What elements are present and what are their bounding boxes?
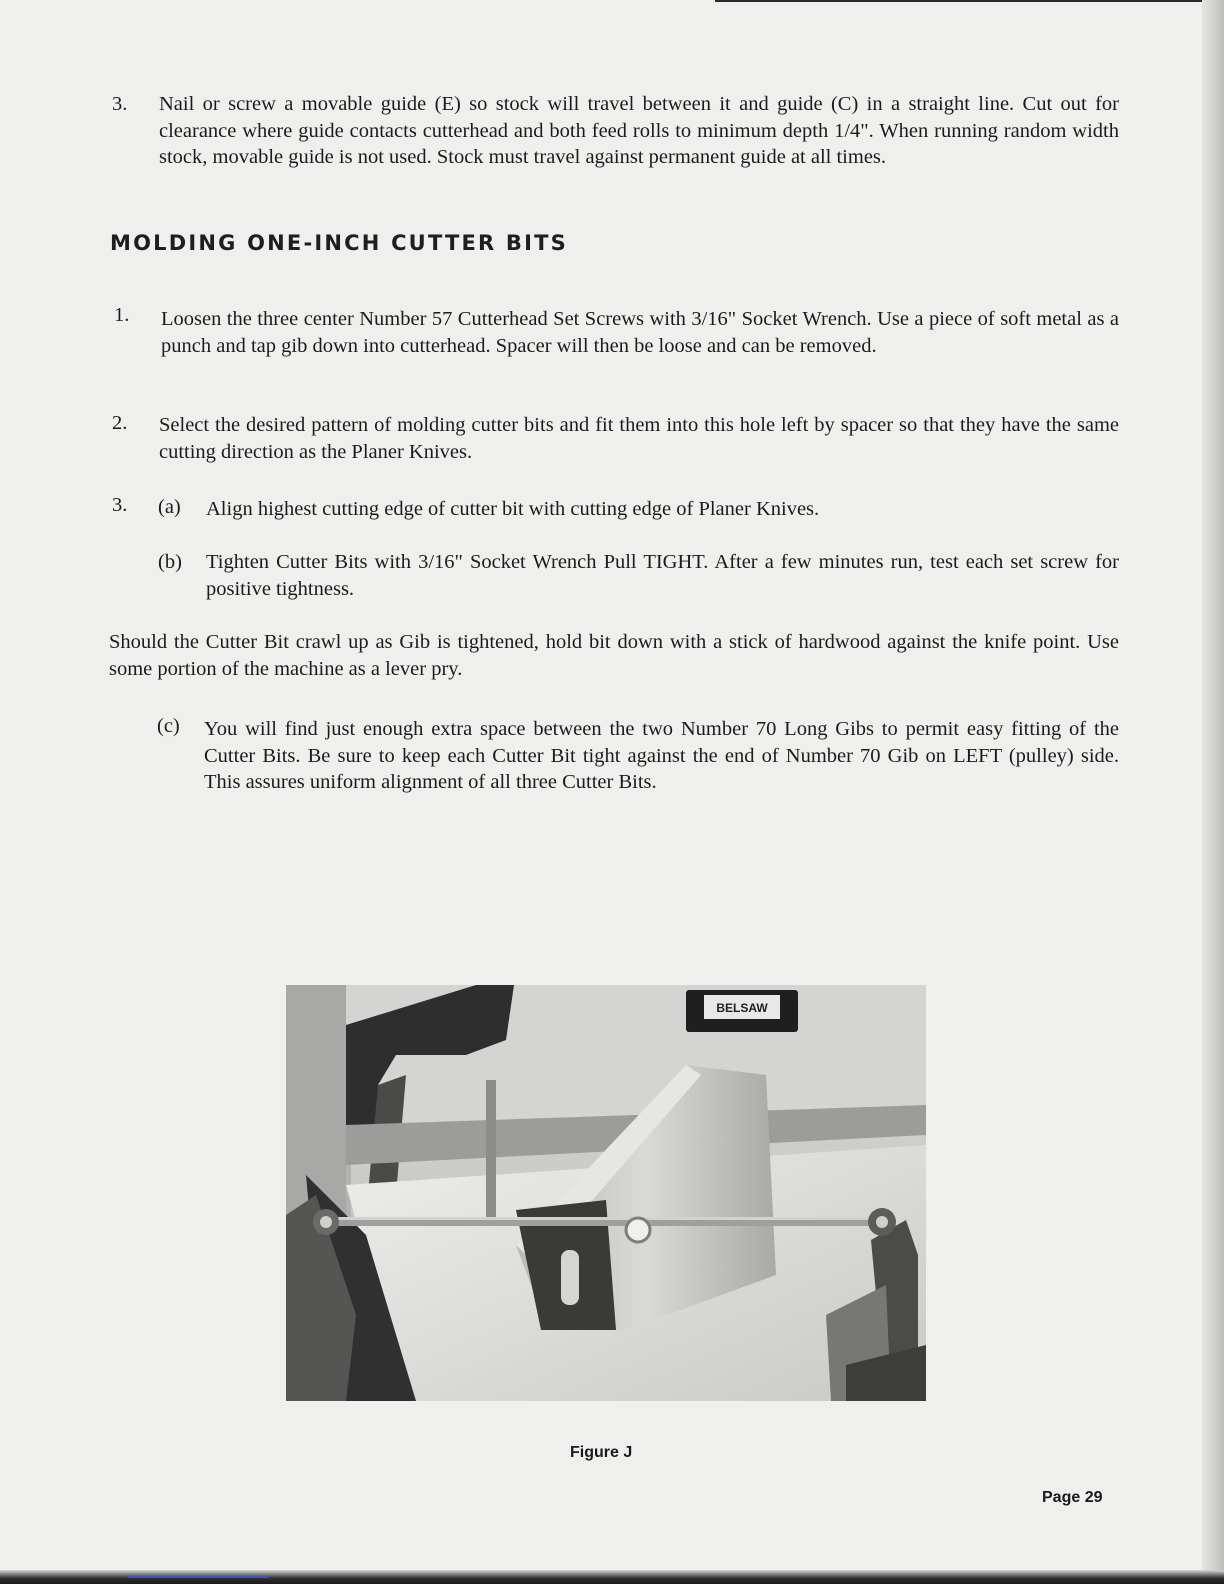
page-right-edge bbox=[1202, 0, 1224, 1584]
step-number: 3. bbox=[112, 93, 128, 115]
step-text: Select the desired pattern of molding cutter bits and fit them into this hole left by spacer so that they have the same cutting direction as the Planer Knives. bbox=[159, 414, 1119, 463]
blue-scan-mark bbox=[128, 1576, 268, 1578]
substep-label: (c) bbox=[157, 715, 180, 737]
substep-text: You will find just enough extra space between the two Number 70 Long Gibs to permit easy fitting of the Cutter Bits. Be sure to keep each Cutter Bit tight against the end of Number 70 Gib on LEFT (pulley) side. This assures uniform alignment of all three Cutter Bits. bbox=[204, 718, 1119, 793]
step-text: Nail or screw a movable guide (E) so stock will travel between it and guide (C) in a straight line. Cut out for clearance where guide contacts cutterhead and both feed rolls to minimum depth 1/4". When running random width stock, movable guide is not used. Stock must travel against permanent guide at all times. bbox=[159, 93, 1119, 168]
page-number: Page 29 bbox=[1042, 1489, 1103, 1506]
step-number: 1. bbox=[114, 304, 130, 326]
note-paragraph: Should the Cutter Bit crawl up as Gib is tightened, hold bit down with a stick of hardwood against the knife point. Use some portion of the machine as a lever pry. bbox=[109, 631, 1119, 680]
step-text: Loosen the three center Number 57 Cutterhead Set Screws with 3/16" Socket Wrench. Use a piece of soft metal as a punch and tap gib down into cutterhead. Spacer will then be loose and can be removed. bbox=[161, 308, 1119, 357]
substep-label: (b) bbox=[158, 551, 182, 573]
substep-label: (a) bbox=[158, 496, 181, 518]
nameplate-text: BELSAW bbox=[716, 1001, 768, 1015]
machine-photo bbox=[286, 985, 926, 1401]
step-number: 3. bbox=[112, 494, 128, 516]
section-heading: MOLDING ONE-INCH CUTTER BITS bbox=[110, 231, 568, 255]
page-top-edge bbox=[715, 0, 1205, 2]
step-number: 2. bbox=[112, 412, 128, 434]
substep-text: Align highest cutting edge of cutter bit with cutting edge of Planer Knives. bbox=[206, 498, 820, 520]
figure-caption: Figure J bbox=[570, 1444, 633, 1461]
substep-text: Tighten Cutter Bits with 3/16" Socket Wrench Pull TIGHT. After a few minutes run, test each set screw for positive tightness. bbox=[206, 551, 1119, 600]
figure-j-photo bbox=[286, 985, 926, 1401]
